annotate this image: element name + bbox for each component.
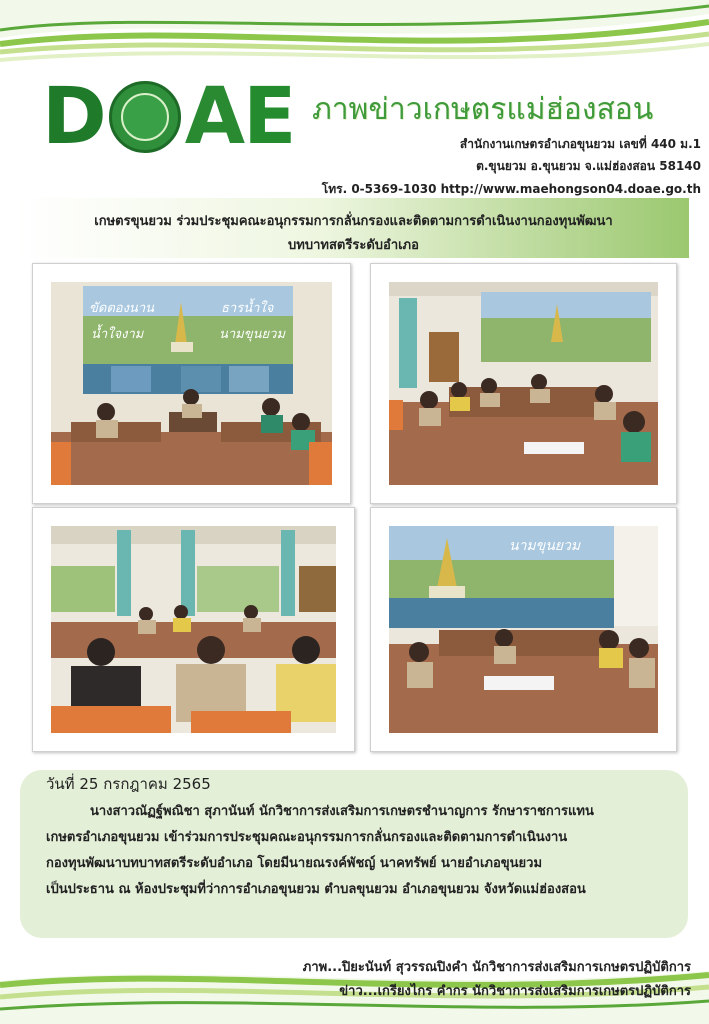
logo-letter-d: D [42,72,105,162]
news-headline [18,198,689,258]
logo-letter-a: A [184,72,244,162]
news-body-line1: นางสาวณัฏฐ์พณิชา สุภานันท์ นักวิชาการส่งเสริมการเกษตรชำนาญการ รักษาราชการแทน [90,804,594,819]
photo-credit: ภาพ...ปิยะนันท์ สุวรรณปิงคำ นักวิชาการส่งเสริมการเกษตรปฏิบัติการ [302,960,691,975]
meeting-photo-4 [370,507,677,752]
photo4-banner-text: นามขุนยวม [509,538,581,554]
meeting-photo-1-image [51,282,332,485]
meeting-photo-3 [32,507,355,752]
page-title: ภาพข่าวเกษตรแม่ฮ่องสอน [312,92,654,127]
office-address-line1: สำนักงานเกษตรอำเภอขุนยวม เลขที่ 440 ม.1 [459,137,701,151]
news-body-line3: กองทุนพัฒนาบทบาทสตรีระดับอำเภอ โดยมีนายณรงค์พัชญ์ นาคทรัพย์ นายอำเภอขุนยวม [46,856,543,871]
meeting-photo-2-image [389,282,658,485]
photo1-banner-text-right2: นามขุนยวม [219,327,286,342]
news-body-line2: เกษตรอำเภอขุนยวม เข้าร่วมการประชุมคณะอนุกรรมการกลั่นกรองและติดตามการดำเนินงาน [46,830,568,845]
news-body-line4: เป็นประธาน ณ ห้องประชุมที่ว่าการอำเภอขุนยวม ตำบลขุนยวม อำเภอขุนยวม จังหวัดแม่ฮ่องสอน [46,882,586,897]
office-contact-line: โทร. 0-5369-1030 http://www.maehongson04.doae.go.th [321,182,701,196]
meeting-photo-2 [370,263,677,504]
photo1-banner-text-right: ธารน้ำใจ [221,301,274,316]
logo-letter-e: E [243,72,295,162]
news-credit: ข่าว...เกรียงไกร คำกร นักวิชาการส่งเสริมการเกษตรปฏิบัติการ [339,984,691,999]
header-swoosh [0,0,709,80]
meeting-photo-4-image [389,526,658,733]
meeting-photo-1 [32,263,351,504]
meeting-photo-3-image [51,526,336,733]
doae-logo [42,72,295,162]
headline-line2: บทบาทสตรีระดับอำเภอ [288,238,419,253]
photo1-banner-text-left: ขัดตองนาน [89,301,154,316]
news-date: วันที่ 25 กรกฎาคม 2565 [46,775,211,793]
office-address-line2: ต.ขุนยวม อ.ขุนยวม จ.แม่ฮ่องสอน 58140 [476,159,701,173]
photo1-banner-text-left2: น้ำใจงาม [91,327,144,342]
doae-seal-icon [109,81,181,153]
headline-line1: เกษตรขุนยวม ร่วมประชุมคณะอนุกรรมการกลั่นกรองและติดตามการดำเนินงานกองทุนพัฒนา [94,214,613,229]
